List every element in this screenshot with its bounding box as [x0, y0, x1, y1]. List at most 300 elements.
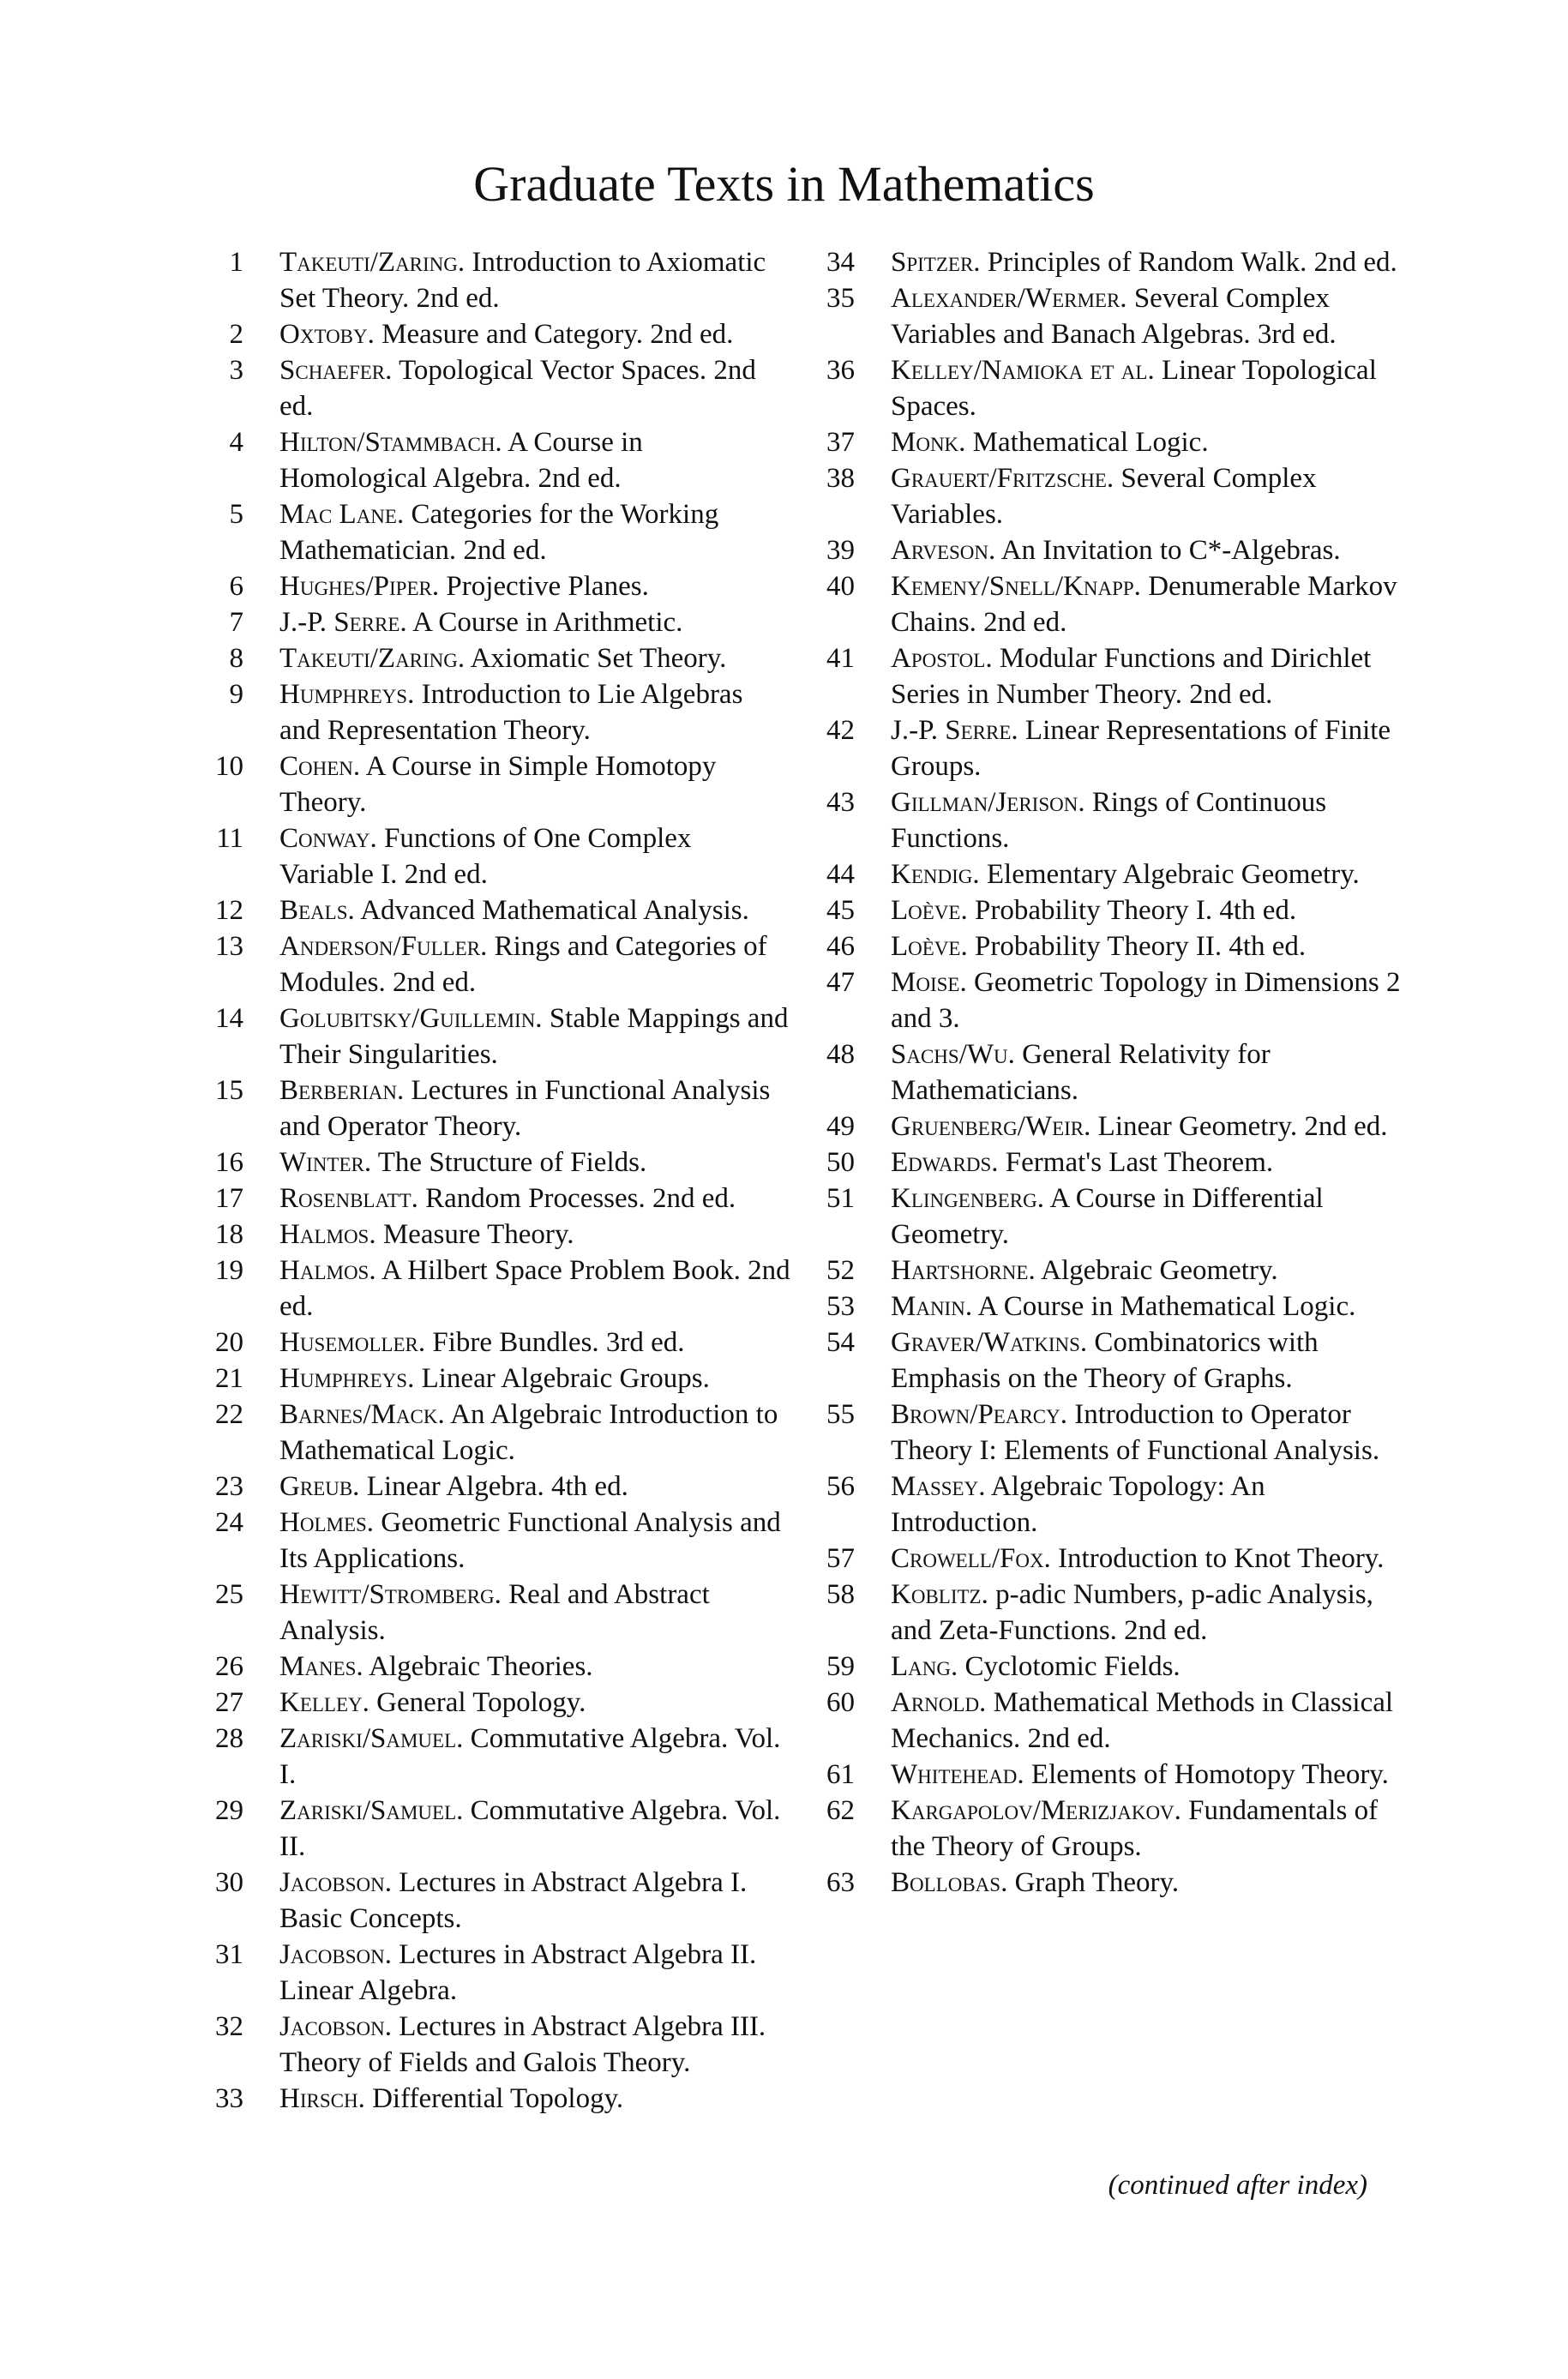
entry-number: 8 — [229, 643, 243, 674]
list-item — [190, 352, 790, 424]
list-item — [802, 784, 1402, 856]
entry-title: Lectures in Abstract Algebra II. Linear Algebra. — [279, 1939, 757, 2006]
entry-author: Moise. — [891, 967, 967, 998]
entry-text — [279, 676, 790, 748]
entry-number: 34 — [826, 247, 855, 278]
entry-text — [891, 784, 1402, 856]
list-item — [802, 1577, 1402, 1649]
entry-title: Measure and Category. 2nd ed. — [381, 319, 734, 350]
entry-text — [279, 1325, 790, 1361]
entry-title: Rings of Continuous Functions. — [891, 787, 1327, 854]
entry-title: Lectures in Functional Analysis and Operator Theory. — [279, 1075, 771, 1142]
entry-number: 29 — [215, 1795, 243, 1826]
entry-author: Hartshorne. — [891, 1255, 1036, 1286]
entry-author: Halmos. — [279, 1219, 376, 1250]
entry-text — [279, 1577, 790, 1649]
entry-author: Loève. — [891, 895, 968, 926]
entry-title: Geometric Functional Analysis and Its Applications. — [279, 1507, 781, 1574]
entry-title: Algebraic Theories. — [369, 1651, 593, 1682]
entry-number: 60 — [826, 1687, 855, 1718]
entry-title: Principles of Random Walk. 2nd ed. — [987, 247, 1397, 278]
entry-author: Spitzer. — [891, 247, 981, 278]
entry-title: Fermat's Last Theorem. — [1005, 1147, 1274, 1178]
entry-number: 49 — [826, 1111, 855, 1142]
entry-title: p-adic Numbers, p-adic Analysis, and Zeta-Functions. 2nd ed. — [891, 1579, 1373, 1646]
entry-number: 17 — [215, 1183, 243, 1214]
entry-title: Lectures in Abstract Algebra I. Basic Concepts. — [279, 1867, 748, 1934]
entry-author: Winter. — [279, 1147, 372, 1178]
entry-author: Alexander/Wermer. — [891, 283, 1127, 314]
list-item — [802, 856, 1402, 892]
list-item — [802, 1325, 1402, 1397]
list-item — [802, 892, 1402, 928]
entry-number: 26 — [215, 1651, 243, 1682]
entry-number: 43 — [826, 787, 855, 818]
list-item — [802, 1108, 1402, 1144]
entry-author: Lang. — [891, 1651, 958, 1682]
entry-title: A Hilbert Space Problem Book. 2nd ed. — [279, 1255, 790, 1322]
list-item — [190, 1649, 790, 1685]
entry-author: Golubitsky/Guillemin. — [279, 1003, 543, 1034]
entry-author: Loève. — [891, 931, 968, 962]
entry-text — [891, 1180, 1402, 1253]
list-item — [190, 928, 790, 1000]
entry-number: 48 — [826, 1039, 855, 1070]
entry-author: Jacobson. — [279, 2011, 393, 2042]
entry-number: 57 — [826, 1543, 855, 1574]
entry-text — [891, 1793, 1402, 1865]
entry-author: Berberian. — [279, 1075, 405, 1106]
entry-author: Takeuti/Zaring. — [279, 247, 466, 278]
entry-title: Geometric Topology in Dimensions 2 and 3. — [891, 967, 1401, 1034]
entry-title: A Course in Mathematical Logic. — [977, 1291, 1356, 1322]
entry-author: Gillman/Jerison. — [891, 787, 1085, 818]
entry-author: Monk. — [891, 427, 966, 458]
entry-text — [279, 1217, 790, 1253]
continued-note: (continued after index) — [1108, 2170, 1367, 2201]
entry-author: Zariski/Samuel. — [279, 1795, 464, 1826]
list-item — [802, 640, 1402, 712]
entry-title: Real and Abstract Analysis. — [279, 1579, 710, 1646]
entry-author: Bollobas. — [891, 1867, 1008, 1898]
entry-author: Klingenberg. — [891, 1183, 1045, 1214]
entry-text — [279, 2009, 790, 2081]
entry-title: Combinatorics with Emphasis on the Theory of Graphs. — [891, 1327, 1319, 1394]
list-item — [802, 964, 1402, 1036]
entry-text — [279, 1793, 790, 1865]
entry-text — [279, 640, 790, 676]
entry-text — [891, 424, 1402, 460]
list-item — [802, 712, 1402, 784]
entry-author: Conway. — [279, 823, 377, 854]
list-item — [190, 676, 790, 748]
entry-title: Mathematical Logic. — [972, 427, 1209, 458]
list-item — [802, 532, 1402, 568]
entry-number: 25 — [215, 1579, 243, 1610]
entry-text — [891, 964, 1402, 1036]
entry-text — [891, 1757, 1402, 1793]
entry-title: Linear Algebraic Groups. — [421, 1363, 710, 1394]
entry-author: Hughes/Piper. — [279, 571, 440, 602]
list-item — [802, 352, 1402, 424]
entry-number: 6 — [229, 571, 243, 602]
entry-author: Crowell/Fox. — [891, 1543, 1051, 1574]
list-item — [802, 568, 1402, 640]
entry-number: 18 — [215, 1219, 243, 1250]
entry-text — [279, 496, 790, 568]
entry-author: Manin. — [891, 1291, 973, 1322]
entry-author: Humphreys. — [279, 1363, 415, 1394]
list-item — [802, 1757, 1402, 1793]
entry-author: Hilton/Stammbach. — [279, 427, 502, 458]
entry-title: An Invitation to C*-Algebras. — [1000, 535, 1341, 566]
entry-number: 12 — [215, 895, 243, 926]
entry-text — [279, 1072, 790, 1144]
entry-author: Anderson/Fuller. — [279, 931, 488, 962]
entry-number: 56 — [826, 1471, 855, 1502]
list-item — [190, 1721, 790, 1793]
entry-text — [279, 820, 790, 892]
entry-number: 33 — [215, 2083, 243, 2114]
list-item — [190, 1937, 790, 2009]
entry-title: General Topology. — [376, 1687, 586, 1718]
entry-number: 44 — [826, 859, 855, 890]
entry-text — [891, 1685, 1402, 1757]
entry-text — [891, 1036, 1402, 1108]
entry-number: 4 — [229, 427, 243, 458]
entry-author: Kelley. — [279, 1687, 369, 1718]
entry-number: 1 — [229, 247, 243, 278]
list-item — [802, 1541, 1402, 1577]
list-item — [802, 424, 1402, 460]
entry-number: 39 — [826, 535, 855, 566]
entry-number: 2 — [229, 319, 243, 350]
list-item — [802, 1036, 1402, 1108]
entry-text — [891, 1108, 1402, 1144]
entry-title: Projective Planes. — [446, 571, 649, 602]
entry-number: 28 — [215, 1723, 243, 1754]
entry-number: 32 — [215, 2011, 243, 2042]
entry-text — [279, 604, 790, 640]
entry-number: 5 — [229, 499, 243, 530]
entry-author: J.-P. Serre. — [891, 715, 1018, 746]
entry-text — [891, 1469, 1402, 1541]
list-item — [190, 1361, 790, 1397]
entry-text — [891, 460, 1402, 532]
entry-text — [279, 424, 790, 496]
entry-author: Jacobson. — [279, 1939, 393, 1970]
entry-number: 36 — [826, 355, 855, 386]
entry-author: Manes. — [279, 1651, 363, 1682]
list-item — [190, 1505, 790, 1577]
entry-title: Fibre Bundles. 3rd ed. — [432, 1327, 685, 1358]
entry-text — [891, 1397, 1402, 1469]
entry-text — [279, 352, 790, 424]
entry-author: J.-P. Serre. — [279, 607, 407, 638]
list-item — [190, 640, 790, 676]
list-item — [802, 1253, 1402, 1289]
entry-author: Oxtoby. — [279, 319, 375, 350]
entry-number: 30 — [215, 1867, 243, 1898]
entry-number: 13 — [215, 931, 243, 962]
entry-author: Brown/Pearcy. — [891, 1399, 1068, 1430]
entry-number: 54 — [826, 1327, 855, 1358]
entry-text — [891, 1649, 1402, 1685]
entry-text — [891, 1577, 1402, 1649]
list-item — [802, 1865, 1402, 1901]
entry-number: 41 — [826, 643, 855, 674]
entry-text — [279, 1361, 790, 1397]
entry-number: 61 — [826, 1759, 855, 1790]
entry-text — [891, 352, 1402, 424]
entry-text — [279, 1505, 790, 1577]
entry-author: Kemeny/Snell/Knapp. — [891, 571, 1141, 602]
entry-title: Several Complex Variables and Banach Algebras. 3rd ed. — [891, 283, 1337, 350]
entry-number: 63 — [826, 1867, 855, 1898]
entry-author: Takeuti/Zaring. — [279, 643, 466, 674]
entry-title: Introduction to Axiomatic Set Theory. 2nd ed. — [279, 247, 766, 314]
entry-title: Several Complex Variables. — [891, 463, 1317, 530]
entry-number: 42 — [826, 715, 855, 746]
list-item — [190, 604, 790, 640]
entry-text — [279, 1937, 790, 2009]
list-item — [190, 892, 790, 928]
list-item — [190, 1397, 790, 1469]
entry-author: Koblitz. — [891, 1579, 988, 1610]
list-item — [190, 748, 790, 820]
entry-title: Lectures in Abstract Algebra III. Theory of Fields and Galois Theory. — [279, 2011, 766, 2078]
entry-title: General Relativity for Mathematicians. — [891, 1039, 1271, 1106]
entry-number: 15 — [215, 1075, 243, 1106]
entry-text — [279, 1253, 790, 1325]
list-item — [190, 496, 790, 568]
entry-title: Algebraic Geometry. — [1041, 1255, 1278, 1286]
entry-title: Functions of One Complex Variable I. 2nd ed. — [279, 823, 692, 890]
entry-number: 14 — [215, 1003, 243, 1034]
entry-text — [279, 1000, 790, 1072]
entry-text — [279, 244, 790, 316]
entry-title: Commutative Algebra. Vol. II. — [279, 1795, 781, 1862]
entry-author: Kelley/Namioka et al. — [891, 355, 1155, 386]
entry-title: Cyclotomic Fields. — [964, 1651, 1181, 1682]
entry-title: The Structure of Fields. — [377, 1147, 647, 1178]
entry-text — [891, 280, 1402, 352]
entry-text — [279, 1865, 790, 1937]
entry-author: Rosenblatt. — [279, 1183, 418, 1214]
entry-number: 62 — [826, 1795, 855, 1826]
entry-text — [891, 244, 1402, 280]
list-item — [802, 244, 1402, 280]
list-item — [190, 1325, 790, 1361]
entry-number: 50 — [826, 1147, 855, 1178]
entry-text — [279, 1397, 790, 1469]
list-item — [802, 1144, 1402, 1180]
entry-title: Linear Geometry. 2nd ed. — [1097, 1111, 1388, 1142]
list-item — [190, 1469, 790, 1505]
entry-title: Mathematical Methods in Classical Mechanics. 2nd ed. — [891, 1687, 1394, 1754]
entry-title: Categories for the Working Mathematician. 2nd ed. — [279, 499, 719, 566]
entry-number: 59 — [826, 1651, 855, 1682]
entry-title: Rings and Categories of Modules. 2nd ed. — [279, 931, 767, 998]
entry-title: Differential Topology. — [372, 2083, 624, 2114]
entry-text — [891, 568, 1402, 640]
entry-title: Probability Theory I. 4th ed. — [974, 895, 1297, 926]
list-item — [802, 1289, 1402, 1325]
entry-author: Zariski/Samuel. — [279, 1723, 464, 1754]
entry-author: Cohen. — [279, 751, 361, 782]
left-column-list — [190, 244, 790, 2117]
entry-author: Holmes. — [279, 1507, 375, 1538]
list-item — [802, 460, 1402, 532]
entry-text — [279, 1685, 790, 1721]
entry-author: Humphreys. — [279, 679, 415, 710]
entry-author: Gruenberg/Weir. — [891, 1111, 1091, 1142]
entry-number: 52 — [826, 1255, 855, 1286]
list-item — [190, 1253, 790, 1325]
entry-title: Advanced Mathematical Analysis. — [360, 895, 749, 926]
entry-author: Barnes/Mack. — [279, 1399, 445, 1430]
entry-text — [891, 1289, 1402, 1325]
entry-author: Jacobson. — [279, 1867, 393, 1898]
entry-title: Denumerable Markov Chains. 2nd ed. — [891, 571, 1397, 638]
list-item — [190, 1685, 790, 1721]
entry-title: Introduction to Knot Theory. — [1058, 1543, 1385, 1574]
list-item — [802, 1685, 1402, 1757]
entry-author: Schaefer. — [279, 355, 393, 386]
list-item — [190, 1000, 790, 1072]
entry-number: 53 — [826, 1291, 855, 1322]
entry-title: Elements of Homotopy Theory. — [1030, 1759, 1389, 1790]
entry-text — [279, 928, 790, 1000]
entry-author: Hirsch. — [279, 2083, 365, 2114]
entry-author: Halmos. — [279, 1255, 376, 1286]
entry-title: An Algebraic Introduction to Mathematical Logic. — [279, 1399, 778, 1466]
list-item — [190, 244, 790, 316]
entry-number: 24 — [215, 1507, 243, 1538]
entry-title: Topological Vector Spaces. 2nd ed. — [279, 355, 756, 422]
entry-number: 22 — [215, 1399, 243, 1430]
entry-author: Arveson. — [891, 535, 996, 566]
list-item — [190, 1180, 790, 1217]
entry-text — [279, 1649, 790, 1685]
list-item — [802, 280, 1402, 352]
list-item — [190, 1793, 790, 1865]
entry-author: Graver/Watkins. — [891, 1327, 1088, 1358]
entry-number: 11 — [216, 823, 243, 854]
entry-number: 10 — [215, 751, 243, 782]
entry-number: 23 — [215, 1471, 243, 1502]
entry-author: Massey. — [891, 1471, 986, 1502]
list-item — [802, 1793, 1402, 1865]
entry-title: A Course in Homological Algebra. 2nd ed. — [279, 427, 643, 494]
entry-text — [891, 712, 1402, 784]
list-item — [190, 1577, 790, 1649]
entry-text — [279, 1180, 790, 1217]
entry-text — [279, 1144, 790, 1180]
list-item — [802, 1397, 1402, 1469]
list-item — [802, 1649, 1402, 1685]
entry-number: 7 — [229, 607, 243, 638]
entry-title: Modular Functions and Dirichlet Series in Number Theory. 2nd ed. — [891, 643, 1372, 710]
entry-title: Graph Theory. — [1014, 1867, 1180, 1898]
entry-title: Algebraic Topology: An Introduction. — [891, 1471, 1265, 1538]
list-item — [190, 316, 790, 352]
right-column-list — [802, 244, 1402, 1901]
entry-author: Kendig. — [891, 859, 980, 890]
entry-title: Fundamentals of the Theory of Groups. — [891, 1795, 1379, 1862]
entry-title: Random Processes. 2nd ed. — [425, 1183, 736, 1214]
entry-title: Commutative Algebra. Vol. I. — [279, 1723, 781, 1790]
entry-text — [891, 640, 1402, 712]
entry-author: Hewitt/Stromberg. — [279, 1579, 502, 1610]
entry-title: A Course in Arithmetic. — [412, 607, 683, 638]
entry-text — [891, 1541, 1402, 1577]
entry-number: 21 — [215, 1363, 243, 1394]
entry-text — [279, 1469, 790, 1505]
entry-author: Apostol. — [891, 643, 993, 674]
entry-author: Whitehead. — [891, 1759, 1024, 1790]
entry-number: 55 — [826, 1399, 855, 1430]
list-item — [190, 1144, 790, 1180]
entry-number: 51 — [826, 1183, 855, 1214]
entry-author: Beals. — [279, 895, 355, 926]
entry-text — [279, 316, 790, 352]
entry-author: Husemoller. — [279, 1327, 426, 1358]
list-item — [190, 1865, 790, 1937]
entry-title: Elementary Algebraic Geometry. — [986, 859, 1360, 890]
entry-text — [891, 1865, 1402, 1901]
entry-text — [891, 892, 1402, 928]
entry-title: A Course in Simple Homotopy Theory. — [279, 751, 717, 818]
entry-author: Mac Lane. — [279, 499, 405, 530]
list-item — [190, 2081, 790, 2117]
entry-title: Linear Algebra. 4th ed. — [366, 1471, 628, 1502]
entry-author: Arnold. — [891, 1687, 987, 1718]
entry-number: 47 — [826, 967, 855, 998]
entry-text — [279, 748, 790, 820]
entry-number: 31 — [215, 1939, 243, 1970]
entry-title: Linear Topological Spaces. — [891, 355, 1377, 422]
list-item — [190, 820, 790, 892]
entry-number: 45 — [826, 895, 855, 926]
list-item — [190, 424, 790, 496]
entry-number: 58 — [826, 1579, 855, 1610]
entry-author: Greub. — [279, 1471, 360, 1502]
entry-title: Axiomatic Set Theory. — [470, 643, 727, 674]
entry-text — [279, 568, 790, 604]
entry-title: Linear Representations of Finite Groups. — [891, 715, 1391, 782]
entry-author: Grauert/Fritzsche. — [891, 463, 1114, 494]
entry-number: 16 — [215, 1147, 243, 1178]
list-item — [190, 1217, 790, 1253]
entry-author: Edwards. — [891, 1147, 999, 1178]
entry-text — [279, 2081, 790, 2117]
entry-number: 35 — [826, 283, 855, 314]
entry-title: Introduction to Operator Theory I: Elements of Functional Analysis. — [891, 1399, 1380, 1466]
entry-title: A Course in Differential Geometry. — [891, 1183, 1324, 1250]
page-title: Graduate Texts in Mathematics — [473, 156, 1095, 212]
entry-title: Measure Theory. — [382, 1219, 574, 1250]
list-item — [190, 1072, 790, 1144]
entry-number: 38 — [826, 463, 855, 494]
entry-text — [891, 928, 1402, 964]
entry-title: Stable Mappings and Their Singularities. — [279, 1003, 789, 1070]
entry-title: Introduction to Lie Algebras and Representation Theory. — [279, 679, 743, 746]
entry-text — [279, 1721, 790, 1793]
entry-text — [891, 1144, 1402, 1180]
list-item — [190, 2009, 790, 2081]
entry-author: Kargapolov/Merizjakov. — [891, 1795, 1181, 1826]
